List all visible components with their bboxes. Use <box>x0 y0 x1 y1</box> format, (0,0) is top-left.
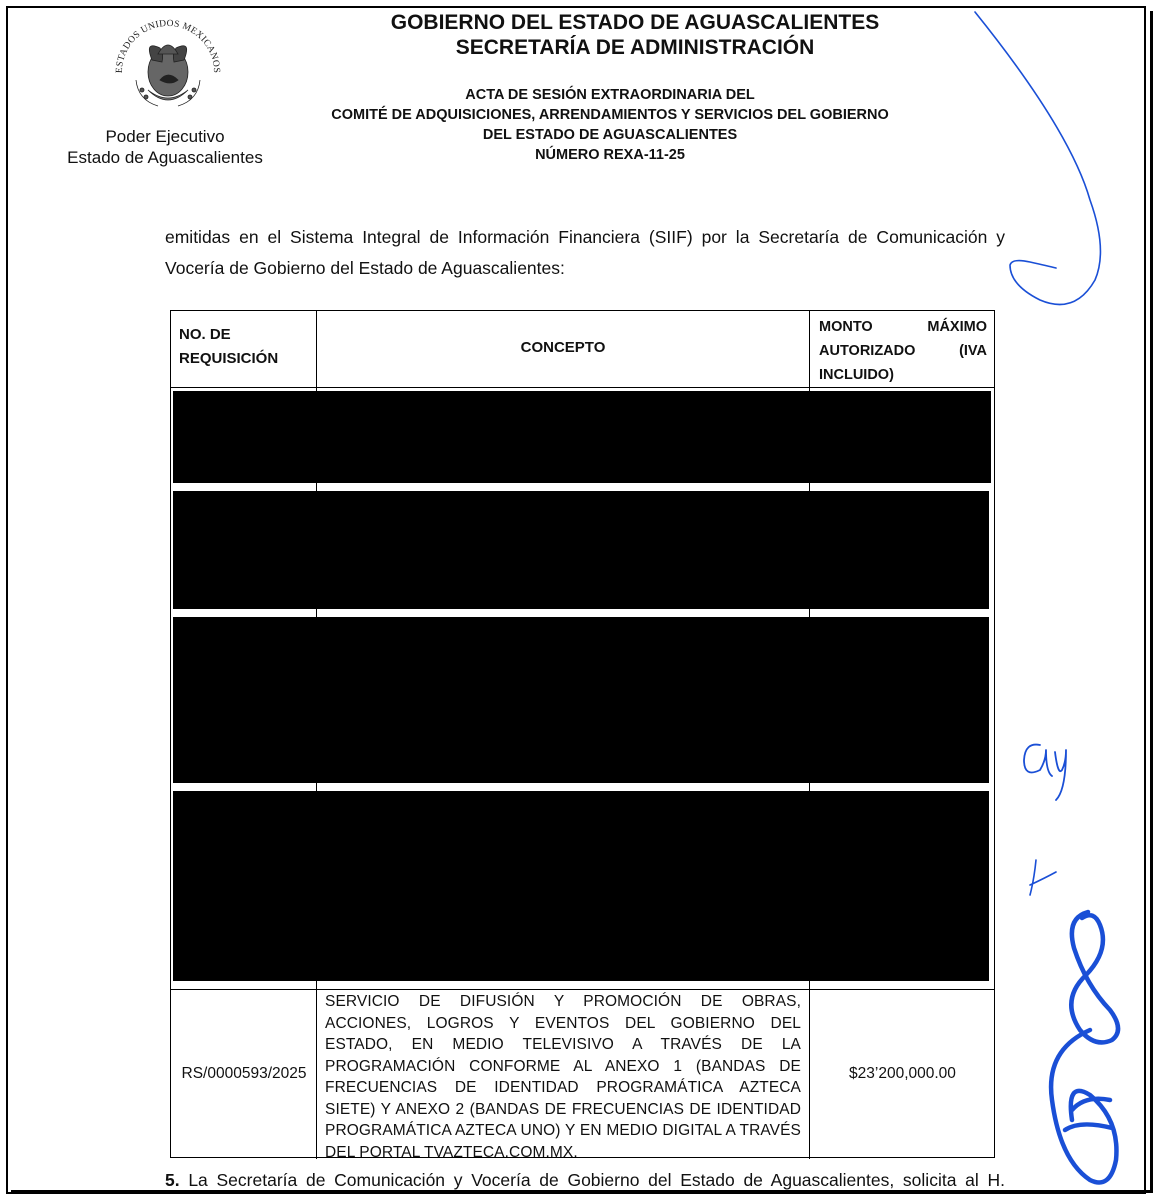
cell-requisition <box>171 989 317 1159</box>
requisition-number: RS/0000593/2025 <box>181 1065 307 1082</box>
header-monto-b: INCLUIDO) <box>819 367 894 383</box>
requisition-table <box>170 310 995 1161</box>
header-monto-a: MONTO MÁXIMO AUTORIZADO (IVA <box>819 319 987 359</box>
cell-concept: SERVICIO DE DIFUSIÓN Y PROMOCIÓN DE OBRAS, ACCIONES, LOGROS Y EVENTOS DEL GOBIERNO DEL ESTADO, EN MEDIO TELEVISIVO A TRAVÉS DE LA PROGRAMACIÓN CONFORME AL ANEXO 1 (BANDAS DE FRECUENCIAS DE IDENTIDAD PROGRAMÁTICA AZTECA SIETE) Y ANEXO 2 (BANDAS DE FRECUENCIAS DE IDENTIDAD PROGRAMÁTICA AZTECA UNO) Y EN MEDIO DIGITAL A TRAVÉS DEL PORTAL TVAZTECA.COM.MX. <box>325 993 801 1161</box>
table-row-divider <box>171 387 994 388</box>
issuer-line1: Poder Ejecutivo <box>105 127 225 146</box>
mexican-seal-logo <box>108 10 228 118</box>
subheader-line3: DEL ESTADO DE AGUASCALIENTES <box>482 127 738 143</box>
intro-line1: emitidas en el Sistema Integral de Información Financiera (SIIF) por la Secretaría de Comunicación y <box>165 227 1005 247</box>
header-concept: CONCEPTO <box>520 339 606 356</box>
header-line1: GOBIERNO DEL ESTADO DE AGUASCALIENTES <box>390 11 880 34</box>
subheader-line2: COMITÉ DE ADQUISICIONES, ARRENDAMIENTOS Y SERVICIOS DEL GOBIERNO <box>331 107 889 123</box>
subheader-line4: NÚMERO REXA-11-25 <box>535 147 685 163</box>
seal-arc-text: ESTADOS UNIDOS MEXICANOS <box>114 18 222 74</box>
issuer-block <box>40 126 290 168</box>
subheader-line1: ACTA DE SESIÓN EXTRAORDINARIA DEL <box>465 87 755 103</box>
header-requisition: NO. DE REQUISICIÓN <box>179 326 279 367</box>
redacted-row <box>173 391 991 483</box>
header-monto <box>819 315 987 387</box>
intro-line2: Vocería de Gobierno del Estado de Aguascalientes: <box>165 258 565 278</box>
redacted-row <box>173 617 989 783</box>
document-subheader <box>300 85 920 165</box>
redacted-row <box>173 491 989 609</box>
intro-paragraph <box>165 222 1005 284</box>
redacted-row <box>173 791 989 981</box>
header-line2: SECRETARÍA DE ADMINISTRACIÓN <box>455 36 815 59</box>
monto-value: $23’200,000.00 <box>849 1065 956 1082</box>
paragraph-5 <box>165 1168 1005 1192</box>
cell-monto <box>809 989 996 1159</box>
document-header <box>330 10 940 60</box>
issuer-line2: Estado de Aguascalientes <box>67 148 263 167</box>
paragraph-5-text: La Secretaría de Comunicación y Vocería de Gobierno del Estado de Aguascalientes, solicita al H. <box>188 1170 1005 1190</box>
paragraph-number: 5. <box>165 1170 180 1190</box>
